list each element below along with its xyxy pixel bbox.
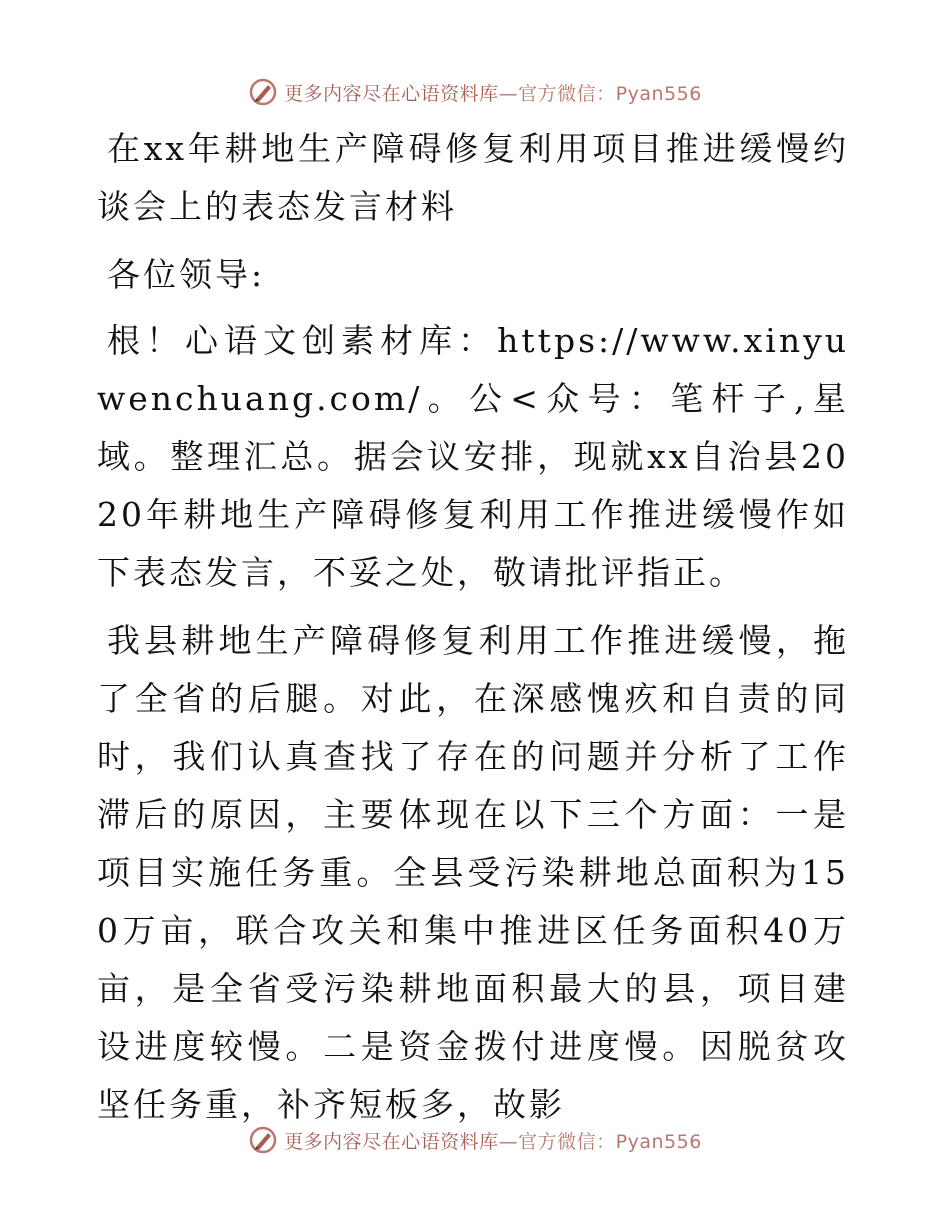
pen-logo-icon	[248, 1125, 278, 1155]
pen-logo-icon	[248, 77, 278, 107]
document-title: 在xx年耕地生产障碍修复利用项目推进缓慢约谈会上的表态发言材料	[97, 129, 849, 226]
paragraph-main: 我县耕地生产障碍修复利用工作推进缓慢，拖了全省的后腿。对此，在深感愧疚和自责的同时，我们认真查找了存在的问题并分析了工作滞后的原因，主要体现在以下三个方面：一是项目实施任务重。全县受污染耕地总面积为150万亩，联合攻关和集中推进区任务面积40万亩，是全省受污染耕地面积最大的县，项目建设进度较慢。二是资金拨付进度慢。因脱贫攻坚任务重，补齐短板多，故影	[97, 621, 849, 1124]
document-body	[97, 120, 849, 1134]
footer-brand-text: 更多内容尽在心语资料库	[284, 1130, 499, 1153]
footer-watermark	[0, 1120, 950, 1160]
header-watermark	[0, 72, 950, 112]
header-wechat-text: 官方微信：Pyan556	[518, 82, 702, 105]
greeting: 各位领导:	[107, 255, 266, 294]
footer-wechat-text: 官方微信：Pyan556	[518, 1130, 702, 1153]
paragraph-intro: 根！心语文创素材库：https://www.xinyuwenchuang.com/。公<众号：笔杆子,星域。整理汇总。据会议安排，现就xx自治县2020年耕地生产障碍修复利用工作推进缓慢作如下表态发言，不妥之处，敬请批评指正。	[97, 321, 849, 592]
footer-separator: —	[498, 1130, 519, 1153]
header-separator: —	[498, 82, 519, 105]
header-brand-text: 更多内容尽在心语资料库	[284, 82, 499, 105]
